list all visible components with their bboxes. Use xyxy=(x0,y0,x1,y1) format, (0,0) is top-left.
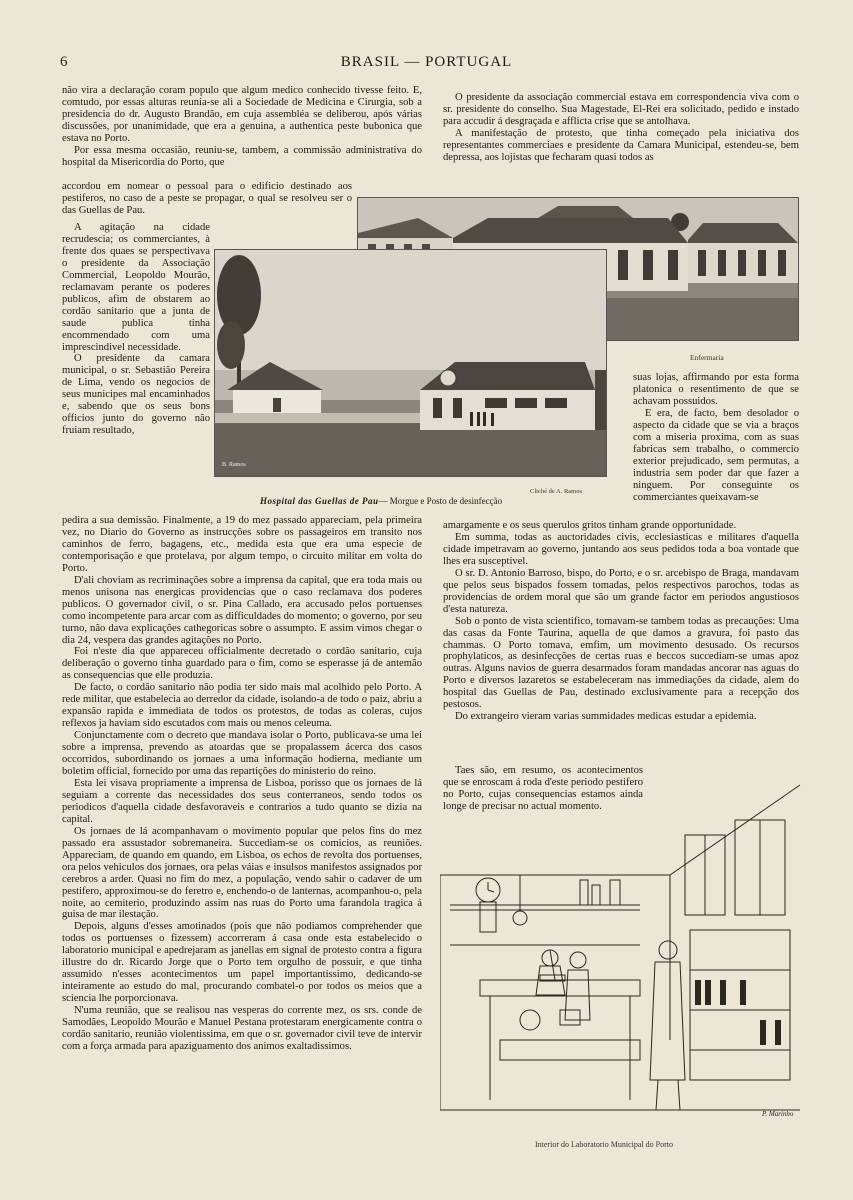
paragraph: não vira a declaração coram populo que algum medico conhecido tivesse feito. E, comtudo, por essas alturas reunia-se ali a Sociedade de Medicina e Cirurgia, sob a presidencia do dr. Augusto Brandão, em cuja assembléa se deliberou, após várias discussões, por unanimidade, que era a genuina, a authentica peste bubonica que estava no Porto. xyxy=(62,85,422,144)
page-number: 6 xyxy=(60,54,68,70)
paragraph: D'ali choviam as recriminações sobre a imprensa da capital, que era toda mais ou menos unisona nas energicas providencias que o caso reclamava dos poderes publicos. O governador civil, o sr. Pina Callado, era accusado pelos portuenses como incompetente para arcar com as difficuldades do momento; o governo, por seu turno, não dava explicações cathegoricas sobre o assumpto. E assim vimos chegar o dia 24, vespera das grandes agitações no Porto. xyxy=(62,574,422,646)
paragraph: pedira a sua demissão. Finalmente, a 19 do mez passado appareciam, pela primeira vez, no Diario do Governo as instrucções sobre os passageiros em transito nos caminhos de ferro, bagagens, etc., medida esta que era uma especie de contemporisação e que protelava, por algum tempo, o circuito militar em volta do Porto. xyxy=(62,515,422,574)
engraving-signature: P. Marinho xyxy=(762,1110,794,1118)
photo-signature: B. Ramos xyxy=(222,462,246,468)
enfermaria-caption: Enfermaria xyxy=(690,353,724,362)
laboratory-caption: Interior do Laboratorio Municipal do Porto xyxy=(535,1140,673,1149)
paragraph: Sob o ponto de vista scientifico, tomavam-se tambem todas as precauções: Uma das casas da Fonte Taurina, aquella de que damos a gravura, foi pasto das chammas. O Porto tomava, emfim, um movimento desusado. Os recursos prophylaticos, as desinfecções de certas ruas e beccos succediam-se umas apoz outras. Alguns navios de guerra desarmados foram mandadas ancorar nas aguas do Porto e diversos lazaretos se estabeleceram nas immediações da cidade, alem do hospital das Guellas de Pau, destinado exclusivamente para a recepção dos pestosos. xyxy=(443,615,799,711)
paragraph: O presidente da camara municipal, o sr. Sebastião Pereira de Lima, vendo os negocios de seus municipes mal encaminhados e, sabendo que os seus bons officios junto do governo não fruiam resultado, xyxy=(62,353,210,437)
paragraph: Esta lei visava propriamente a imprensa de Lisboa, porisso que os jornaes de lá seguiam a corrente das necessidades dos seus conterraneos, sendo todos os periodicos d'aquella cidade desfavoraveis e contrarios a tudo quanto se dizia na capital. xyxy=(62,777,422,825)
paragraph: Foi n'este dia que appareceu officialmente decretado o cordão sanitario, cuja deliberação o governo tinha guardado para o fim, como se esperasse já de antemão as consequencias que elle produzia. xyxy=(62,646,422,682)
hospital-caption xyxy=(260,496,502,506)
paragraph: Conjunctamente com o decreto que mandava isolar o Porto, publicava-se uma lei sobre a imprensa, prevendo as atoardas que se propalassem ácerca dos casos occorridos, subordinando os jornaes a uma informação hodierna, mediante um boletim official, fornecido por uma das repartições do ministerio do reino. xyxy=(62,730,422,778)
cliche-credit: Cliché de A. Ramos xyxy=(530,488,582,495)
paragraph: Do extrangeiro vieram varias summidades medicas estudar a epidemia. xyxy=(455,711,757,723)
left-top-text xyxy=(62,85,422,169)
paragraph: accordou em nomear o pessoal para o edificio destinado aos pestiferos, no caso de a peste se propagar, o qual se resolveu ser o das Guellas de Pau. xyxy=(62,181,352,216)
right-narrow-text xyxy=(633,372,799,503)
morgue-photo xyxy=(214,249,607,477)
paragraph: O sr. D. Antonio Barroso, bispo, do Porto, e o sr. arcebispo de Braga, mandavam que pelos seus bispados fossem tomadas, pelos respectivos parochos, todas as providencias de ordem moral que são um grande factor em periodos angustiosos d'esta natureza. xyxy=(443,567,799,615)
laboratory-engraving xyxy=(440,780,810,1135)
paragraph: De facto, o cordão sanitario não podia ter sido mais mal acolhido pelo Porto. A rede militar, que estabelecia ao derredor da cidade, isolando-a de todo o paiz, abriu a expansão rapida e immediata de todos os protestos, de todas as coleras, cujos reflexos ja haviam sido escutados com mais ou menos celeuma. xyxy=(62,682,422,730)
paragraph: Por essa mesma occasião, reuniu-se, tambem, a commissão administrativa do hospital da Misericordia do Porto, que xyxy=(62,144,422,168)
paragraph: amargamente e os seus querulos gritos tinham grande opportunidade. xyxy=(443,520,737,531)
paragraph: Em summa, todas as auctoridades civis, ecclesiasticas e militares d'aquella cidade impetravam ao governo, juntando aos seus pedidos toda a boa vontade que lhes era susceptivel. xyxy=(443,531,799,567)
paragraph: O presidente da associação commercial estava em correspondencia viva com o sr. presidente do conselho. Sua Magestade, El-Rei era solicitado, pedido e instado para accudir á desgraçada e afflicta crise que se antolhava. xyxy=(443,92,799,127)
hospital-caption-sub: — Morgue e Posto de desinfecção xyxy=(378,496,503,506)
left-narrow-text xyxy=(62,222,210,437)
right-top-text xyxy=(443,92,799,164)
paragraph: E era, de facto, bem desolador o aspecto da cidade que se via a braços com a miseria proxima, com as suas fabricas sem trabalho, o commercio exterior prejudicado, sem permutas, a industria sem poder dar que fazer a ninguem. Por conseguinte os commerciantes queixavam-se xyxy=(633,407,799,503)
paragraph: Depois, alguns d'esses amotinados (pois que não podiamos comprehender que todos os portuenses o fizessem) accorreram á casa onde esta estabelecido o laboratorio municipal e apedrejaram as janellas em signal de protesto contra a figura illustre do dr. Ricardo Jorge que o Porto tem orgulho de possuir, e que tinha assumido n'esses acontecimentos um papel importantissimo, dedicando-se inteiramente ao estudo do mal, procurando combatel-o por todos os meios que a sciencia lhe porporcionava. xyxy=(62,921,422,1005)
paragraph: Taes são, em resumo, os acontecimentos que se enroscam á roda d'este periodo pestifero no Porto, cujas consequencias estamos ainda longe de precisar no actual momento. xyxy=(443,765,643,812)
left-top-text-b xyxy=(62,181,352,217)
right-mid-text xyxy=(443,520,799,723)
paragraph: A agitação na cidade recrudescia; os commerciantes, à frente dos quaes se perspectivava o presidente da Associação Commercial, Leopoldo Mourão, reclamavam perante os poderes publicos, afim de obstarem ao cordão sanitario que a junta de saude publica tinha encommendado com uma imprescindivel necessidade. xyxy=(62,222,210,353)
paragraph: N'uma reunião, que se realisou nas vesperas do corrente mez, os srs. conde de Samodães, Leopoldo Mourão e Manuel Pestana protestaram energicamente contra o cordão sanitario, reunião violentissima, em que o sr. governador civil teve de intervir com a força armada para apaziguamento dos animos exaltadissimos. xyxy=(62,1005,422,1052)
hospital-caption-title: Hospital das Guellas de Pau xyxy=(260,496,379,506)
running-title: BRASIL — PORTUGAL xyxy=(340,54,513,70)
paragraph: A manifestação de protesto, que tinha começado pela iniciativa dos representantes commerciaes e presidente da Camara Municipal, estendeu-se, bem depressa, aos lojistas que fecharam quasi todos as xyxy=(443,127,799,163)
left-bottom-text xyxy=(62,515,422,1053)
paragraph: suas lojas, affirmando por esta forma platonica o resentimento de que se achavam possuidos. xyxy=(633,372,799,407)
paragraph: Os jornaes de lá acompanhavam o movimento popular que pelos fins do mez passado era assustador sobremaneira. Succediam-se os comicios, as reuniões. Appareciam, de quando em quando, em Lisboa, os echos de revolta dos portuenses, ora pelos vehiculos dos jornaes, ora pelas váias e insulsos manifestos assignados por cerebros a arder. Quasi no fim do mez, a população, vendo sahir o cadaver de um pestifero, approximou-se do feretro e, enchendo-o de lanternas, acompanhou-o, pela noite, ao cemiterio, produzindo assim nas ruas do Porto uma farandola tragica á guisa de mar ilestação. xyxy=(62,825,422,921)
